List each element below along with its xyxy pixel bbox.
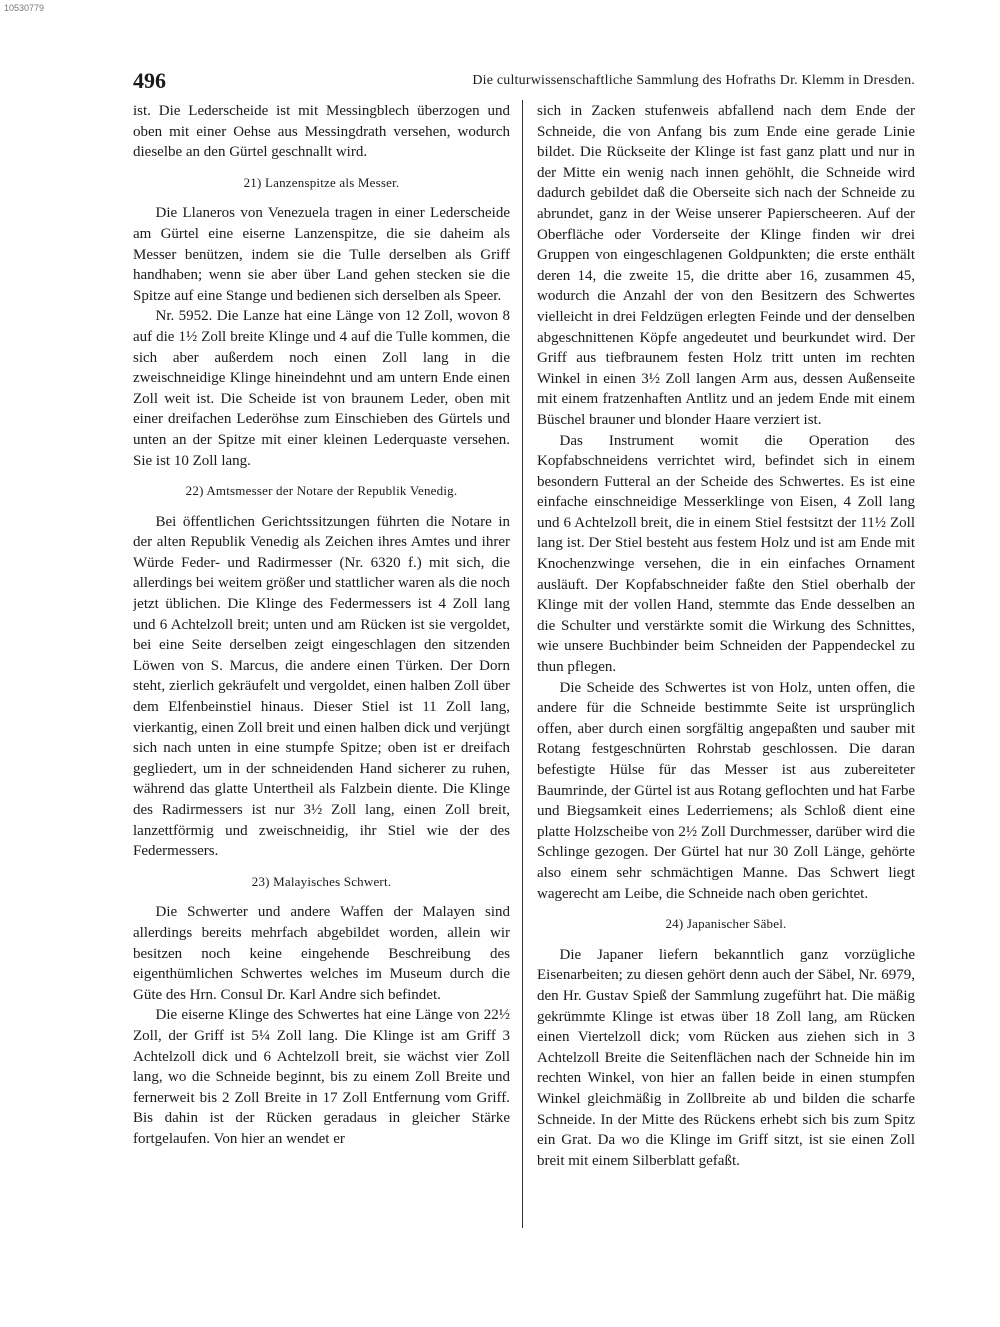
page-header: [133, 68, 915, 94]
paragraph-23b: Die eiserne Klinge des Schwertes hat eine Länge von 22½ Zoll, der Griff ist 5¼ Zoll lang. Die Klinge ist am Griff 3 Achtelzoll dick und 6 Achtelzoll breit, sie wächst vier Zoll lang, wo die Schneide beginnt, bis zu einem Zoll Breite und fernerweit bis 2 Zoll Breite in 17 Zoll Entfernung vom Griff. Bis dahin ist der Rücken geradaus in gleicher Stärke fortgelaufen. Von hier an wendet er: [133, 1007, 510, 1147]
section-heading-24: 24) Japanischer Säbel.: [665, 916, 787, 932]
paragraph-scabbard: Die Scheide des Schwertes ist von Holz, unten offen, die andere für die Schneide bestimmte Seite ist ursprünglich offen, aber durch einen sorgfältig angepaßten und sauber mit Rotang festgeschnürten Rohrstab geschlossen. Die daran befestigte Hülse für das Messer ist aus zubereiteter Baumrinde, der Gürtel ist aus Rotang geflochten und hat Farbe und Biegsamkeit eines Lederriemens; als Schloß dient eine platte Holzscheibe von 2½ Zoll Durchmesser, darüber wird die Schlinge gezogen. Der Gürtel hat nur 30 Zoll Länge, gehörte also einem sehr schmächtigen Manne. Das Schwert liegt wagerecht am Leibe, die Schneide nach oben gerichtet.: [537, 679, 915, 902]
paragraph-21b: Nr. 5952. Die Lanze hat eine Länge von 12 Zoll, wovon 8 auf die 1½ Zoll breite Klinge und 4 auf die Tulle kommen, die sich aber außerdem noch einen Zoll lang in die zweischneidige Klinge hineindehnt und am untern Ende einen Zoll weit ist. Die Scheide ist von braunem Leder, oben mit einer dreifachen Lederöhse zum Einschieben des Gürtels und unten an der Spitze mit einer kleinen Lederquaste versehen. Sie ist 10 Zoll lang.: [133, 308, 510, 469]
section-heading-23: 23) Malayisches Schwert.: [251, 873, 392, 889]
paragraph-24: Die Japaner liefern bekanntlich ganz vorzügliche Eisenarbeiten; zu diesen gehört denn auch der Säbel, Nr. 6979, den Hr. Gustav Spieß der Sammlung zugeführt hat. Die mäßig gekrümmte Klinge ist etwas über 18 Zoll lang, am Rücken einen Viertelzoll dick; vom Rücken aus ziehen sich in 3 Achtelzoll Breite die Seitenflächen nach der Schneide hin im rechten Winkel, von hier an fallen beide in einen stumpfen Winkel gleichmäßig in Zollbreite ab und bilden die scharfe Schneide. In der Mitte des Rückens erhebt sich bis zum Spitz ein Grat. Da wo die Klinge im Griff sitzt, ist sie einen Zoll breit mit einem Silberblatt gefaßt.: [537, 946, 915, 1169]
section-heading-22: 22) Amtsmesser der Notare der Republik Venedig.: [185, 483, 458, 499]
paragraph-21a: Die Llaneros von Venezuela tragen in einer Lederscheide am Gürtel eine eiserne Lanzenspitze, die sie daheim als Messer benützen, indem sie die Tulle derselben als Griff handhaben; wenn sie aber über Land gehen stecken sie die Spitze auf eine Stange und bedienen sich derselben als Speer.: [133, 205, 510, 304]
paragraph-23a: Die Schwerter und andere Waffen der Malayen sind allerdings bereits mehrfach abgebildet worden, allein wir besitzen noch keine eingehende Beschreibung des eigenthümlichen Schwertes welches im Museum durch die Güte des Hrn. Consul Dr. Karl Andre sich befindet.: [133, 904, 510, 1003]
left-column: [133, 101, 510, 1241]
paragraph-intro: ist. Die Lederscheide ist mit Messingblech überzogen und oben mit einer Oehse aus Messingdrath versehen, wodurch dieselbe an den Gürtel geschnallt wird.: [133, 103, 510, 161]
paragraph-22: Bei öffentlichen Gerichtssitzungen führten die Notare in der alten Republik Venedig als Zeichen ihres Amtes und ihrer Würde Feder- und Radirmesser (Nr. 6320 f.) mit sich, die allerdings bei weitem größer und stattlicher waren als die noch jetzt üblichen. Die Klinge des Federmessers ist 4 Zoll lang und 6 Achtelzoll breit; unten und am Rücken ist sie vergoldet, bei eine Seite derselben zeigt eingeschlagen den sitzenden Löwen von S. Marcus, die andere einen Türken. Der Dorn steht, zierlich gekräufelt und vergoldet, einen halben Zoll über dem Elfenbeinstiel hinaus. Dieser Stiel ist 11 Zoll lang, vierkantig, einen Zoll breit und einen halben dick und verjüngt sich nach unten in eine stumpfe Spitze; oben ist er dreifach gegliedert, um in der schneidenden Hand sicherer zu ruhen, während das glatte Untertheil als Falzbein diente. Die Klinge des Radirmessers ist nur 3½ Zoll lang, einen Zoll breit, lanzettförmig und zweischneidig, ihr Stiel wie der des Federmessers.: [133, 513, 510, 860]
column-divider: [522, 100, 523, 1228]
right-column: [537, 101, 915, 1241]
section-heading-21: 21) Lanzenspitze als Messer.: [243, 174, 400, 190]
page-identifier: 10530779: [4, 3, 45, 13]
paragraph-instrument: Das Instrument womit die Operation des Kopfabschneidens verrichtet wird, befindet sich in einem besondern Futteral an der Scheide des Schwertes. Es ist eine einfache einschneidige Messerklinge von Eisen, 4 Zoll lang und 6 Achtelzoll breit, die in einem Stiel festsitzt der 11½ Zoll lang ist. Der Stiel besteht aus festem Holz und ist am Ende mit Knochenzwinge versehen, die in ein einfaches Ornament ausläuft. Der Kopfabschneider faßte den Stiel oberhalb der Klinge mit der vollen Hand, stemmte das Ende desselben an die Schulter und verstärkte somit die Wirkung des Schnittes, wie unsere Buchbinder beim Schneiden der Pappendeckel zu thun pflegen.: [537, 432, 915, 676]
page-number: 496: [133, 68, 166, 93]
running-title: Die culturwissenschaftliche Sammlung des Hofraths Dr. Klemm in Dresden.: [472, 73, 915, 88]
paragraph-continuation: sich in Zacken stufenweis abfallend nach dem Ende der Schneide, die von Anfang bis zum Ende eine gerade Linie bildet. Die Rückseite der Klinge ist fast ganz platt und nur in der Mitte ein wenig nach innen gehöhlt, die Schneide wird dadurch gebildet daß die Oberseite sich nach der Schneide zu abrundet, ganz in der Weise unserer Papierscheeren. Auf der Oberfläche oder Vorderseite der Klinge finden wir drei Gruppen von eingeschlagenen Goldpunkten; die erste enthält deren 14, die zweite 15, die dritte aber 16, zusammen 45, wodurch die Anzahl der von den Besitzern des Schwertes vielleicht in drei Feldzügen erlegten Feinde und der denselben abgeschnittenen Köpfe angedeutet und beurkundet wird. Der Griff aus tiefbraunem festen Holz tritt unten im rechten Winkel in einen 3½ Zoll langen Arm aus, dessen Außenseite mit einem fratzenhaften Antlitz und an jedem Ende mit einem Büschel brauner und blonder Haare verziert ist.: [537, 103, 915, 428]
